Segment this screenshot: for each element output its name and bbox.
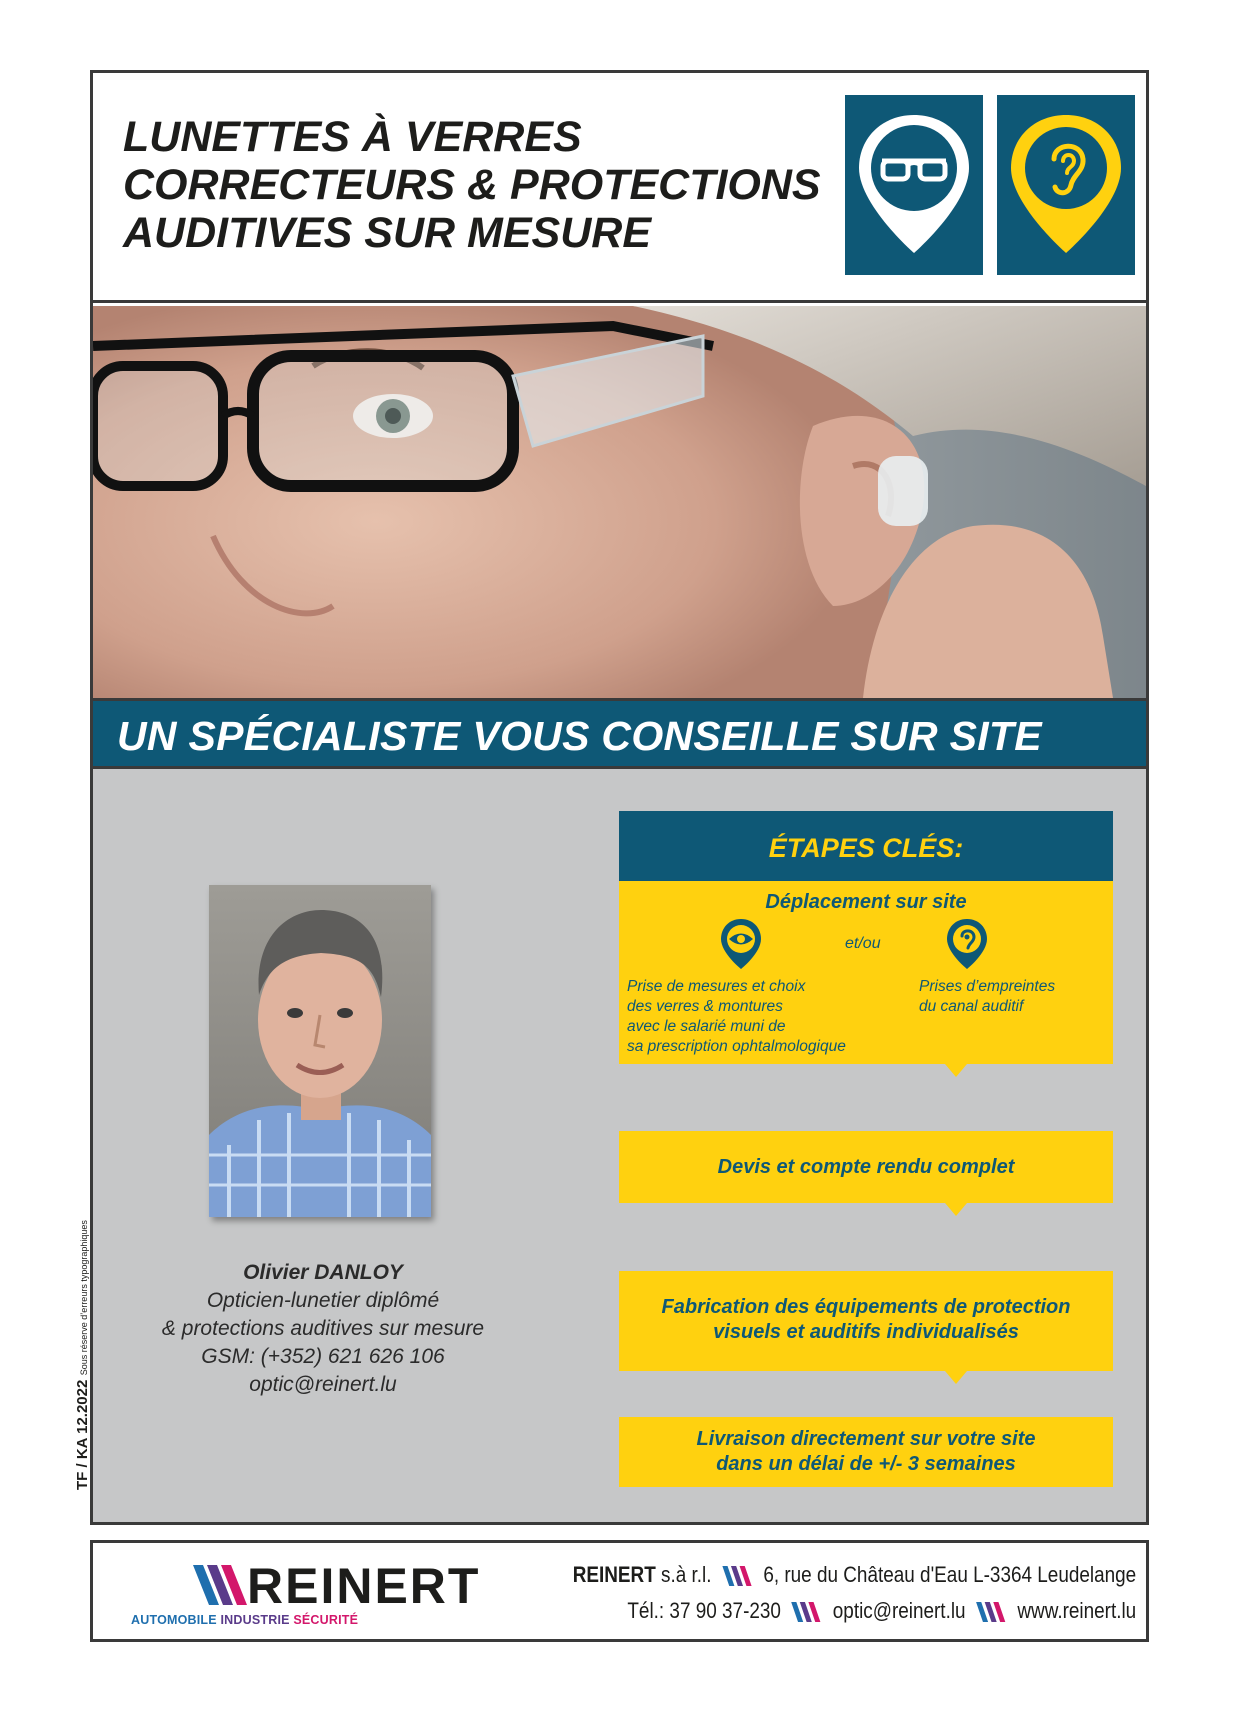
step-arrow bbox=[945, 1203, 967, 1216]
logo-tagline bbox=[131, 1613, 358, 1627]
banner-text: UN SPÉCIALISTE VOUS CONSEILLE SUR SITE bbox=[117, 713, 1042, 759]
step-4-line: Livraison directement sur votre site bbox=[696, 1428, 1036, 1450]
header bbox=[93, 73, 1146, 303]
glasses-pin-icon bbox=[845, 95, 983, 275]
step-1-right-description bbox=[919, 977, 1055, 1017]
tagline-securite: SÉCURITÉ bbox=[293, 1613, 359, 1627]
step-1-box bbox=[619, 881, 1113, 1064]
info-panel bbox=[93, 769, 1146, 1522]
disclaimer: Sous réserve d’erreurs typographiques bbox=[79, 1220, 89, 1376]
separator-stripes-icon bbox=[722, 1566, 753, 1586]
left-desc-line: Prise de mesures et choix bbox=[627, 978, 806, 995]
separator-stripes-icon bbox=[791, 1602, 822, 1622]
glasses-tile bbox=[845, 95, 983, 275]
specialist-portrait bbox=[209, 885, 431, 1217]
title-line-1: LUNETTES À VERRES bbox=[123, 113, 582, 161]
step-4-text bbox=[619, 1427, 1113, 1477]
contact-phone: GSM: (+352) 621 626 106 bbox=[201, 1345, 445, 1368]
hero-photo bbox=[93, 306, 1146, 698]
tagline-industrie: INDUSTRIE bbox=[220, 1613, 290, 1627]
step-3-line: Fabrication des équipements de protection bbox=[661, 1296, 1071, 1318]
step-1-left-description bbox=[627, 977, 846, 1057]
footer-email-link[interactable]: optic@reinert.lu bbox=[832, 1598, 966, 1623]
tagline-automobile: AUTOMOBILE bbox=[131, 1613, 217, 1627]
step-4-box bbox=[619, 1417, 1113, 1487]
right-desc-line: Prises d’empreintes bbox=[919, 978, 1056, 995]
poster-frame bbox=[90, 70, 1149, 1525]
side-note bbox=[74, 1220, 92, 1490]
right-desc-line: du canal auditif bbox=[919, 998, 1024, 1015]
footer-phone: Tél.: 37 90 37-230 bbox=[627, 1598, 781, 1623]
footer-company: REINERT bbox=[572, 1562, 656, 1587]
logo-stripes-icon bbox=[193, 1565, 247, 1605]
contact-name: Olivier DANLOY bbox=[243, 1261, 403, 1284]
step-3-box bbox=[619, 1271, 1113, 1371]
step-3-text bbox=[619, 1295, 1113, 1345]
footer-address-block bbox=[573, 1557, 1136, 1629]
left-desc-line: sa prescription ophtalmologique bbox=[627, 1038, 846, 1055]
title-line-3: AUDITIVES SUR MESURE bbox=[123, 209, 652, 257]
left-desc-line: des verres & montures bbox=[627, 998, 783, 1015]
footer-company-suffix: s.à r.l. bbox=[660, 1562, 712, 1587]
separator-stripes-icon bbox=[976, 1602, 1007, 1622]
logo-text: REINERT bbox=[247, 1559, 481, 1611]
left-desc-line: avec le salarié muni de bbox=[627, 1018, 786, 1035]
step-3-line: visuels et auditifs individualisés bbox=[713, 1321, 1019, 1343]
ear-tile bbox=[997, 95, 1135, 275]
ear-pin-icon bbox=[997, 95, 1135, 275]
eye-pin-icon bbox=[719, 917, 763, 971]
step-2-text: Devis et compte rendu complet bbox=[717, 1156, 1015, 1178]
contact-role-1: Opticien-lunetier diplômé bbox=[206, 1289, 440, 1312]
step-1-connector: et/ou bbox=[845, 935, 881, 952]
specialist-banner bbox=[93, 698, 1146, 769]
contact-role-2: & protections auditives sur mesure bbox=[161, 1317, 485, 1340]
footer-address: 6, rue du Château d'Eau L-3364 Leudelange bbox=[763, 1562, 1136, 1587]
steps-heading: ÉTAPES CLÉS: bbox=[768, 833, 964, 863]
title-line-2: CORRECTEURS & PROTECTIONS bbox=[123, 161, 821, 209]
step-arrow bbox=[945, 1371, 967, 1384]
footer-website-link[interactable]: www.reinert.lu bbox=[1017, 1598, 1136, 1623]
step-1-title: Déplacement sur site bbox=[765, 891, 967, 913]
contact-block bbox=[113, 1259, 533, 1399]
page-title bbox=[123, 113, 821, 257]
document-code: TF / KA 12.2022 bbox=[74, 1379, 91, 1490]
step-4-line: dans un délai de +/- 3 semaines bbox=[716, 1453, 1016, 1475]
reinert-logo bbox=[193, 1559, 513, 1611]
ear-small-pin-icon bbox=[945, 917, 989, 971]
footer bbox=[90, 1540, 1149, 1642]
contact-email: optic@reinert.lu bbox=[249, 1373, 397, 1396]
steps-heading-box bbox=[619, 811, 1113, 881]
step-2-box bbox=[619, 1131, 1113, 1203]
step-arrow bbox=[945, 1064, 967, 1077]
